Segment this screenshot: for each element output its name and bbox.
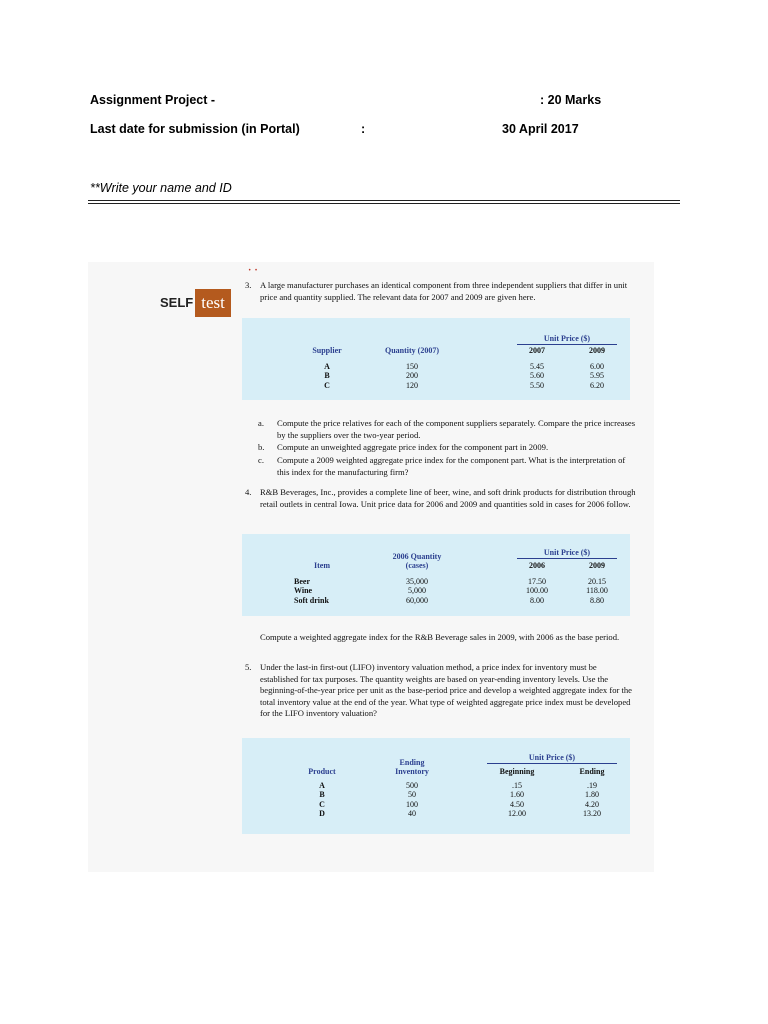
beverage-table [242,534,630,616]
table-cell: B [319,790,325,800]
price-2009-column [572,362,622,390]
table-cell: C [319,799,325,809]
header-rule [487,763,617,764]
red-marks: ·· [248,265,261,276]
badge-test: test [195,289,231,317]
col-header-product: Product [308,767,336,776]
table-cell: 50 [408,790,416,800]
table-cell: 120 [406,380,418,390]
assignment-label: Assignment Project - [90,93,216,107]
marks-label: : 20 Marks [540,93,602,107]
question-text: A large manufacturer purchases an identical component from three independent suppliers that differ in unit price and quantity supplied. The relevant data for 2007 and 2009 are given here. [260,280,628,302]
last-date-label: Last date for submission (in Portal) [90,122,300,136]
lifo-table [242,738,630,834]
question-text: Under the last-in first-out (LIFO) inventory valuation method, a price index for inventory must be established for tax purposes. The quantity weights are based on year-ending inventory levels. Use the beginning-of-the-year price per unit as the base-period price and develop a weighted aggregate index for the total inventory value at the end of the year. What type of weighted aggregate price index must be developed for the LIFO inventory valuation? [260,662,632,718]
table-cell: 100 [406,799,418,809]
table-cell: Wine [294,586,313,596]
part-letter: a. [258,418,264,428]
table-cell: 118.00 [586,586,608,596]
table-cell: 60,000 [406,595,428,605]
table-cell: 8.80 [590,595,604,605]
table-cell: C [324,380,330,390]
table-cell: 6.20 [590,380,604,390]
col-header-2009: 2009 [589,346,605,355]
quantity-column [372,362,452,390]
table-cell: 5.50 [530,380,544,390]
quantity-header-line-1: 2006 Quantity [392,552,442,561]
inventory-column [372,781,452,819]
price-2007-column [512,362,562,390]
question-number: 4. [245,487,252,497]
badge-self: SELF [160,295,194,310]
part-text: Compute the price relatives for each of the component suppliers separately. Compare the price increases by the suppliers over the two-year period. [277,418,636,440]
col-header-ending: Ending [579,767,605,776]
inventory-header-line-2: Inventory [395,767,429,776]
colon-separator: : [361,122,366,136]
col-header-item: Item [314,561,330,570]
price-2006-column [512,577,562,605]
col-header-2006: 2006 [529,561,545,570]
col-header-supplier: Supplier [312,346,342,355]
col-header-2009: 2009 [589,561,605,570]
due-date: 30 April 2017 [502,122,579,136]
part-letter: b. [258,442,265,452]
table-cell: 8.00 [530,595,544,605]
question-number: 5. [245,662,252,672]
table-cell: .15 [512,781,522,790]
supplier-table [242,318,630,400]
table-cell: 13.20 [583,809,601,819]
beginning-price-column [482,781,552,819]
part-text: Compute a 2009 weighted aggregate price index for the component part. What is the interpretation of this index for the manufacturing firm? [277,455,626,477]
textbook-excerpt [88,262,654,872]
divider-line [88,200,680,201]
table-cell: 5.45 [530,362,544,371]
table-cell: 1.80 [585,790,599,800]
part-text: Compute an unweighted aggregate price index for the component part in 2009. [277,442,549,452]
ending-price-column [567,781,617,819]
col-header-quantity: Quantity (2007) [385,346,439,355]
question-4-followup: Compute a weighted aggregate index for the R&B Beverage sales in 2009, with 2006 as the base period. [260,632,620,642]
table-cell: B [324,371,330,381]
header-rule [517,558,617,559]
table-cell: 4.50 [510,799,524,809]
table-cell: A [324,362,330,371]
inventory-header-line-1: Ending [399,758,425,767]
col-header-2007: 2007 [529,346,545,355]
item-column [294,577,354,605]
product-column [292,781,352,819]
divider-line [88,203,680,204]
part-letter: c. [258,455,264,465]
supplier-column [292,362,362,390]
table-cell: A [319,781,325,790]
self-test-badge [160,289,231,317]
table-cell: 40 [408,809,416,819]
table-cell: 150 [406,362,418,371]
col-header-beginning: Beginning [499,767,535,776]
table-cell: 5.60 [530,371,544,381]
table-cell: 17.50 [528,577,546,586]
price-2009-column [572,577,622,605]
table-cell: Beer [294,577,310,586]
quantity-header-line-2: (cases) [405,561,429,570]
question-text: R&B Beverages, Inc., provides a complete line of beer, wine, and soft drink products for distribution through retail outlets in central Iowa. Unit price data for 2006 and 2009 and quantities sold in cases for 2006 follow. [260,487,636,509]
unit-price-header: Unit Price ($) [543,548,591,557]
table-cell: 500 [406,781,418,790]
table-cell: 100.00 [526,586,548,596]
table-cell: 35,000 [406,577,428,586]
table-cell: Soft drink [294,595,329,605]
table-cell: 20.15 [588,577,606,586]
table-cell: 6.00 [590,362,604,371]
table-cell: .19 [587,781,597,790]
header-rule [517,344,617,345]
name-id-note: **Write your name and ID [90,181,232,195]
question-number: 3. [245,280,252,290]
table-cell: 5.95 [590,371,604,381]
unit-price-header: Unit Price ($) [543,334,591,343]
table-cell: D [319,809,325,819]
table-cell: 5,000 [408,586,426,596]
table-cell: 4.20 [585,799,599,809]
unit-price-header: Unit Price ($) [528,753,576,762]
table-cell: 1.60 [510,790,524,800]
table-cell: 200 [406,371,418,381]
quantity-column [372,577,462,605]
table-cell: 12.00 [508,809,526,819]
